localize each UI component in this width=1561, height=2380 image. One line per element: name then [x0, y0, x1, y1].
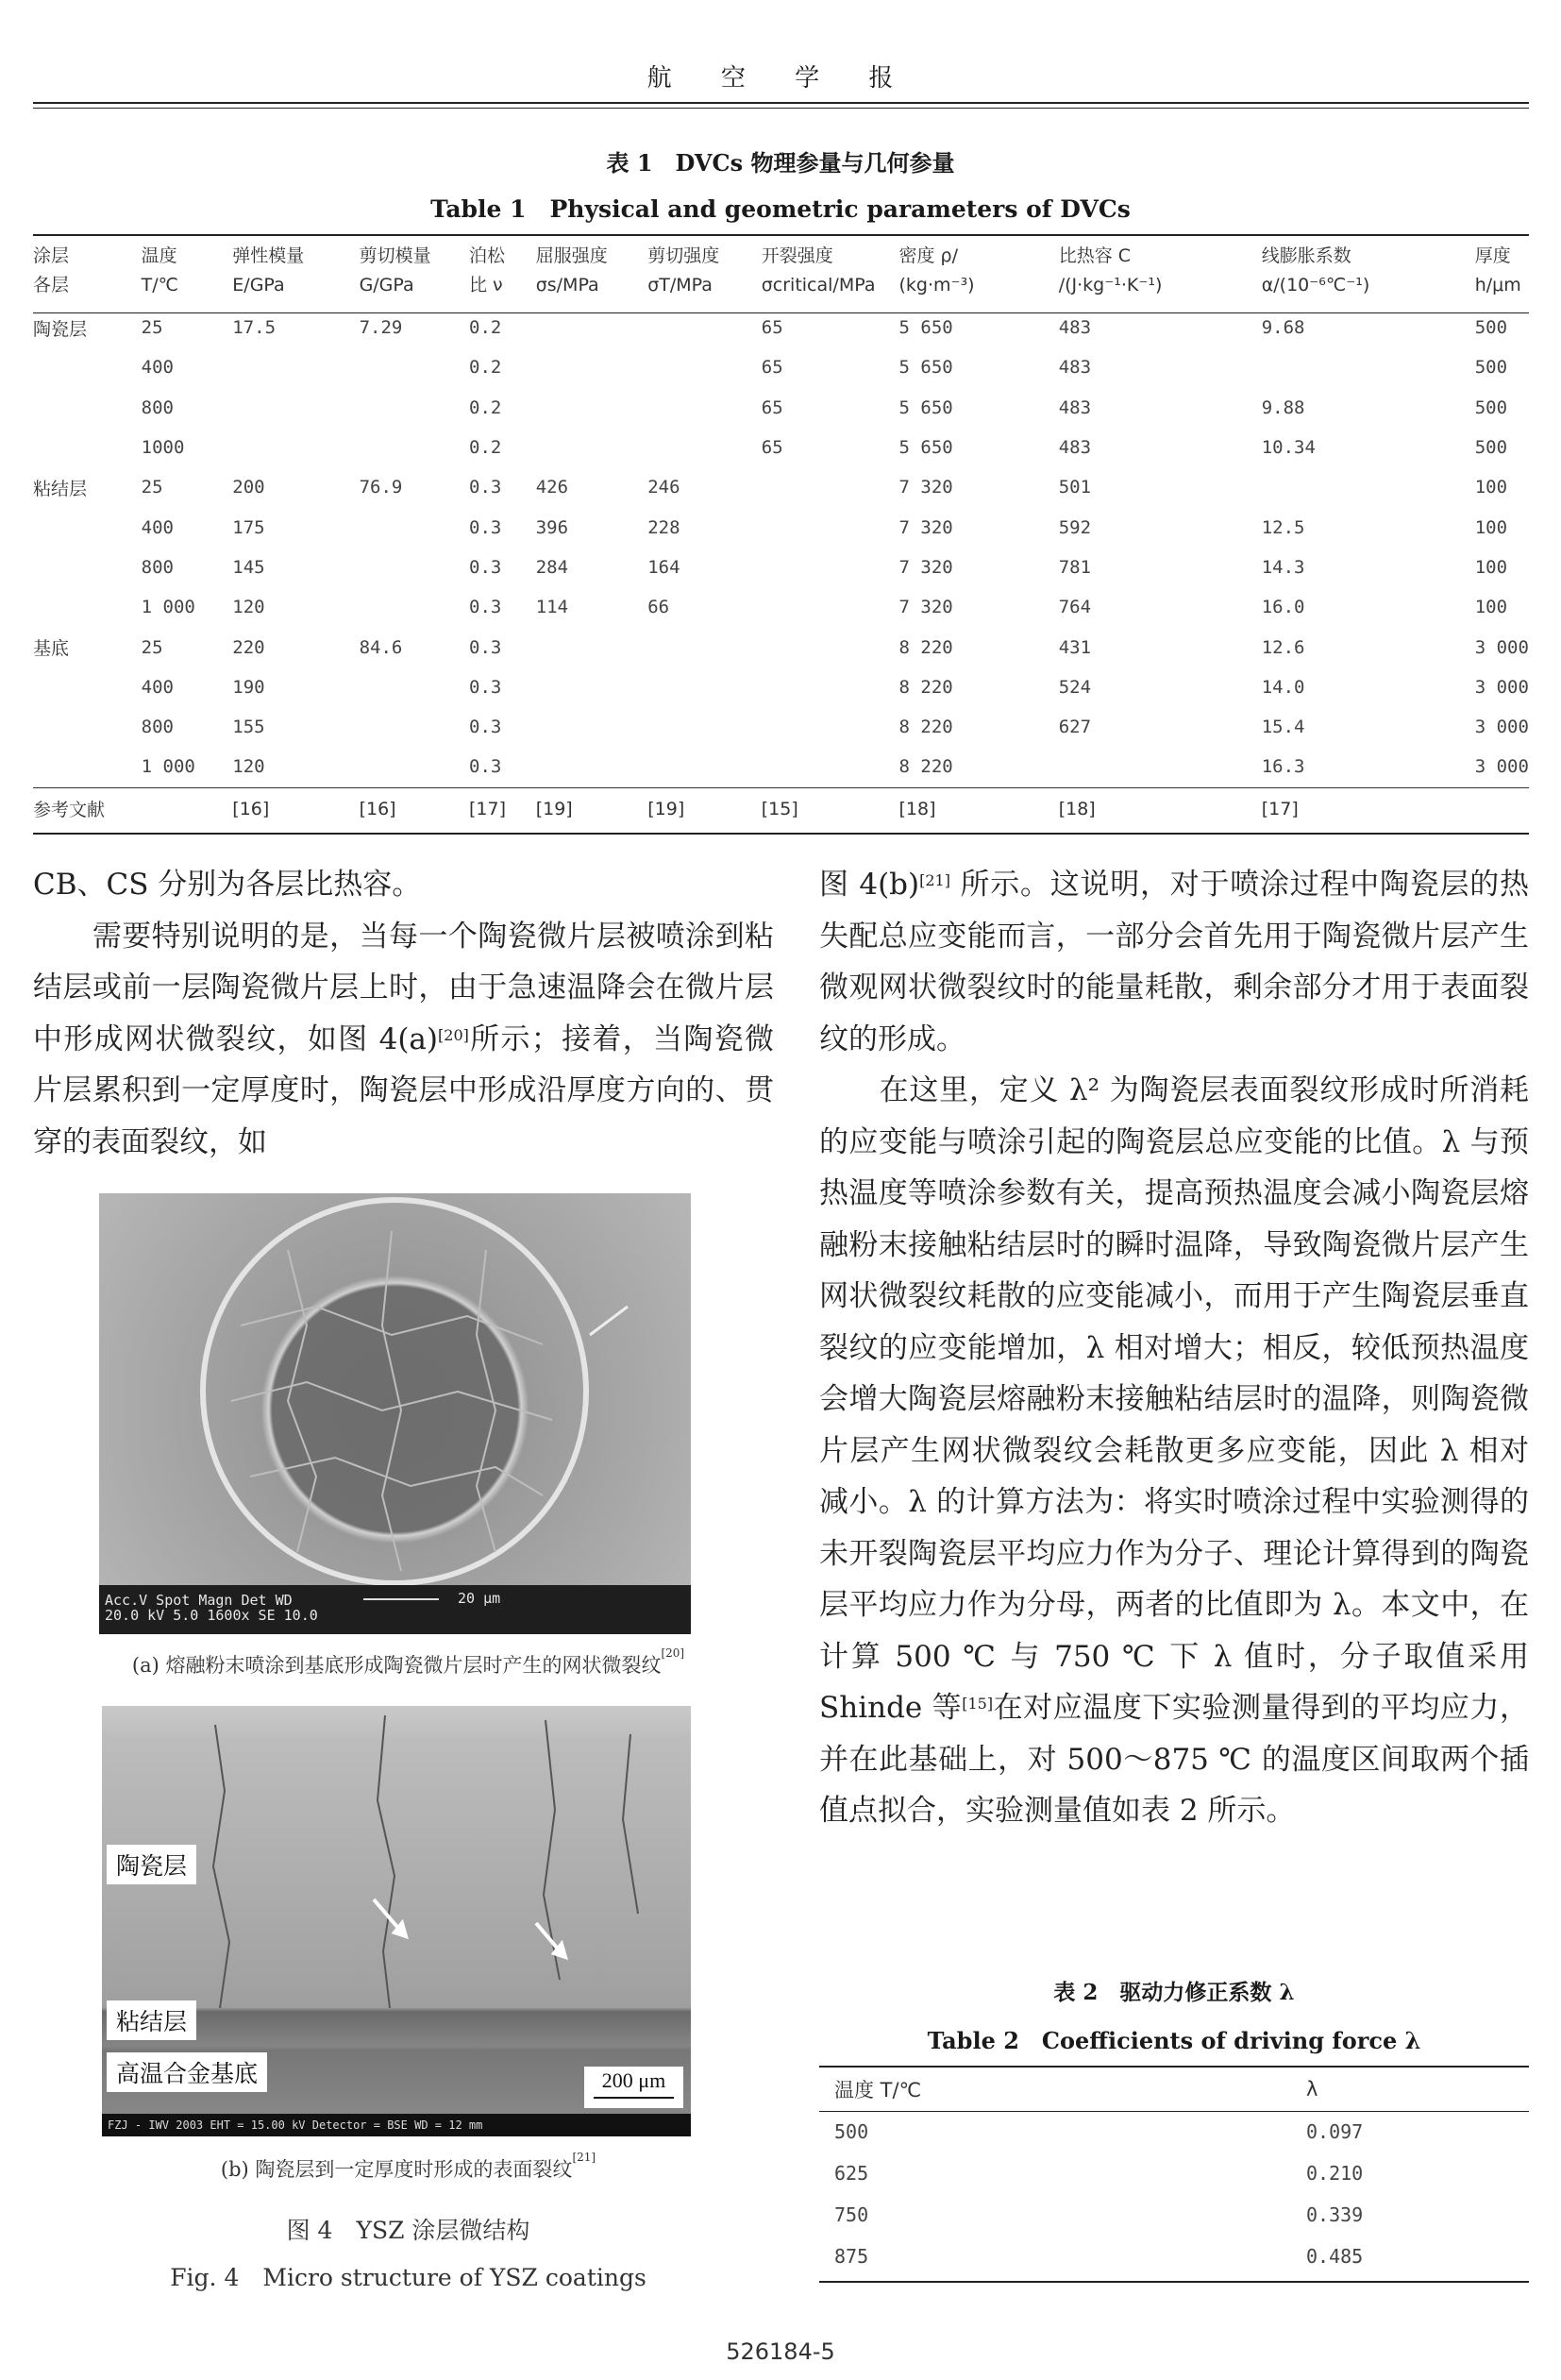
table1-row: [33, 667, 1529, 707]
table1-reference-cell: [1475, 787, 1529, 830]
table1-cell: [762, 467, 899, 507]
table1-reference-row: [33, 787, 1529, 830]
table1-cell: [647, 627, 762, 667]
table2-row: [819, 2152, 1529, 2194]
table1-cell: 1000: [141, 437, 185, 459]
table1-cell: 175: [232, 516, 265, 538]
table1-cell: 65: [761, 397, 783, 418]
text: 在对应温度下实验测量得到的平均应力，并在此基础上，对 500～875 ℃ 的温度区间取两个插值点拟合，实验测量值如表 2 所示。: [819, 1691, 1529, 1828]
table1-cell: 5 650: [898, 397, 953, 418]
header-line: 各层: [33, 275, 70, 295]
table1-cell: [647, 388, 762, 428]
table1-cell: 7 320: [898, 477, 953, 498]
table2-row: [819, 2194, 1529, 2236]
table1-cell: 483: [1058, 437, 1092, 459]
header-line: 屈服强度: [535, 245, 608, 266]
table1-cell: 800: [141, 556, 174, 578]
table1-cell: 500: [1474, 397, 1508, 418]
table1-cell: 800: [141, 717, 174, 738]
table1-cell: [232, 388, 359, 428]
table1-cell: 65: [761, 317, 783, 339]
table1-cell: 8 220: [898, 756, 953, 778]
table1-cell: 396: [535, 516, 569, 538]
ref-21: [21]: [919, 871, 950, 889]
table1-reference-cell: [19]: [536, 787, 648, 830]
scale-label: 200 μm: [601, 2068, 666, 2092]
table1-cell: 15.4: [1261, 717, 1305, 738]
table1-cell: 0.3: [469, 597, 502, 618]
table1-cell: 500: [1474, 357, 1508, 379]
table1-row: [33, 627, 1529, 667]
table1-cell: [360, 707, 469, 747]
header-line: (kg·m⁻³): [898, 275, 975, 295]
table1-cell: [33, 388, 142, 428]
header-line: 密度 ρ/: [898, 245, 959, 266]
header-line: 温度: [141, 245, 177, 266]
table1-cell: 65: [761, 437, 783, 459]
table1-cell: 0.3: [469, 636, 502, 658]
table1-header-cell: [469, 238, 536, 308]
table1-cell: 100: [1474, 477, 1508, 498]
table1-cell: 25: [141, 636, 163, 658]
header-line: 剪切模量: [359, 245, 431, 266]
table1-cell: 8 220: [898, 636, 953, 658]
table1-cell: [536, 667, 648, 707]
table1-top-rule: [33, 234, 1529, 236]
table1-cell: [762, 548, 899, 587]
table1-cell: [33, 587, 142, 627]
table1-cell: [536, 627, 648, 667]
table2-title-en: Table 2 Coefficients of driving force λ: [927, 2027, 1421, 2054]
table1-cell: [33, 747, 142, 787]
table1-cell: 66: [647, 597, 670, 618]
table2-header-temp: 温度 T/℃: [834, 2079, 922, 2101]
table2-header-rule: [819, 2111, 1529, 2112]
table1-cell: 100: [1474, 556, 1508, 578]
table1-cell: 14.3: [1261, 556, 1305, 578]
table1-cell: [232, 347, 359, 387]
table2-row: [819, 2111, 1529, 2152]
table1-cell: 17.5: [232, 317, 277, 339]
scale-label: 20 μm: [458, 1590, 501, 1607]
table1-row: [33, 507, 1529, 547]
table1-cell: 基底: [33, 638, 70, 660]
table1-header-cell: [762, 238, 899, 308]
table1-cell: 145: [232, 556, 265, 578]
paragraph-lambda: [819, 1065, 1529, 1837]
table1-cell: 0.3: [469, 556, 502, 578]
table1-cell: [536, 347, 648, 387]
header-line: h/μm: [1474, 275, 1521, 295]
table1-reference-cell: [18]: [899, 787, 1059, 830]
table2-cell: 0.097: [1306, 2120, 1364, 2143]
table1-cell: [1059, 747, 1262, 787]
table1-cell: 164: [647, 556, 680, 578]
table1-cell: 粘结层: [33, 478, 88, 499]
table1-row: [33, 308, 1529, 347]
table1-header-row: [33, 238, 1529, 308]
table1-cell: 12.6: [1261, 636, 1305, 658]
table1-cell: 12.5: [1261, 516, 1305, 538]
table1-cell: [762, 587, 899, 627]
table1-cell: 16.0: [1261, 597, 1305, 618]
table1-cell: 284: [535, 556, 569, 578]
header-line: σcritical/MPa: [761, 275, 876, 295]
header-rule-thin: [33, 108, 1529, 109]
table1-reference-cell: [16]: [360, 787, 469, 830]
sem-info-line1: Acc.V Spot Magn Det WD: [105, 1592, 293, 1609]
table1-cell: [360, 548, 469, 587]
page-footer: 526184-5: [726, 2338, 835, 2365]
figure-4a-image: [99, 1193, 691, 1634]
figure-4b-caption: [33, 2151, 783, 2183]
table1-cell: 0.2: [469, 397, 502, 418]
left-column-text: [33, 859, 774, 1168]
ref-20: [20]: [661, 1646, 685, 1660]
table1-cell: 246: [647, 477, 680, 498]
table1-cell: [1262, 467, 1475, 507]
text: 在这里，定义 λ² 为陶瓷层表面裂纹形成时所消耗的应变能与喷涂引起的陶瓷层总应变能的比值。λ 与预热温度等喷涂参数有关，提高预热温度会减小陶瓷层熔融粉末接触粘结层时的瞬时温降，导致陶瓷微片层产生网状微裂纹耗散的应变能减小，而用于产生陶瓷层垂直裂纹的应变能增加，λ 相对增大；相反，较低预热温度会增大陶瓷层熔融粉末接触粘结层时的温降，则陶瓷微片层产生网状微裂纹会耗散更多应变能，因此 λ 相对减小。λ 的计算方法为：将实时喷涂过程中实验测得的未开裂陶瓷层平均应力作为分子、理论计算得到的陶瓷层平均应力作为分母，两者的比值即为 λ。本文中，在计算 500 ℃ 与 750 ℃ 下 λ 值时，分子取值采用 Shinde 等: [819, 1073, 1529, 1725]
table1-header-rule: [33, 312, 1529, 313]
table1-cell: 501: [1058, 477, 1092, 498]
table1-cell: 9.88: [1261, 397, 1305, 418]
header-line: 涂层: [33, 245, 70, 266]
table1-cell: [33, 667, 142, 707]
header-line: 比 ν: [469, 275, 503, 295]
table1-bottom-rule: [33, 833, 1529, 835]
table1-cell: [360, 428, 469, 467]
table1-reference-cell: [17]: [469, 787, 536, 830]
table2-cell: 625: [834, 2162, 869, 2185]
table1-header-cell: [1475, 238, 1529, 308]
table1-reference-cell: [17]: [1262, 787, 1475, 830]
sem-info-line2: 20.0 kV 5.0 1600x SE 10.0: [105, 1607, 318, 1624]
table1-reference-cell: [19]: [647, 787, 762, 830]
table1-cell: [360, 587, 469, 627]
table1-title-cn: 表 1 DVCs 物理参量与几何参量: [606, 149, 955, 177]
table1-reference-cell: [16]: [232, 787, 359, 830]
table1-cell: 431: [1058, 636, 1092, 658]
table1-cell: 65: [761, 357, 783, 379]
table1-cell: 100: [1474, 516, 1508, 538]
table1-cell: 500: [1474, 317, 1508, 339]
table1-cell: [33, 548, 142, 587]
table1-cell: 400: [141, 357, 174, 379]
table1-cell: 228: [647, 516, 680, 538]
table1: [33, 238, 1529, 830]
table1-cell: [536, 308, 648, 347]
table1-row: [33, 587, 1529, 627]
table1-row: [33, 347, 1529, 387]
table1-cell: 400: [141, 516, 174, 538]
table1-header-cell: [142, 238, 233, 308]
scale-bar: [363, 1598, 439, 1600]
text: (a) 熔融粉末喷涂到基底形成陶瓷微片层时产生的网状微裂纹: [131, 1654, 662, 1677]
header-line: T/℃: [141, 275, 178, 295]
table1-reference-cell: [15]: [762, 787, 899, 830]
figure-4a-caption: [33, 1646, 783, 1679]
table2-cell: 750: [834, 2203, 869, 2226]
figure-4b-image: [102, 1706, 691, 2136]
label-ceramic-layer: 陶瓷层: [107, 1845, 196, 1884]
table1-cell: 76.9: [359, 477, 403, 498]
table1-cell: [536, 747, 648, 787]
header-line: 弹性模量: [232, 245, 305, 266]
scale-bar: [594, 2097, 674, 2099]
table1-cell: 524: [1058, 676, 1092, 698]
table1-cell: 25: [141, 317, 163, 339]
table2-cell: 875: [834, 2245, 869, 2268]
table1-row: [33, 707, 1529, 747]
table1-cell: 426: [535, 477, 569, 498]
table1-row: [33, 388, 1529, 428]
table1-cell: 7.29: [359, 317, 403, 339]
table1-cell: [360, 747, 469, 787]
table2-cell: 0.339: [1306, 2203, 1364, 2226]
table1-cell: 5 650: [898, 317, 953, 339]
table1-cell: 0.2: [469, 357, 502, 379]
table1-cell: [360, 667, 469, 707]
table2: [819, 2068, 1529, 2277]
table1-cell: [647, 747, 762, 787]
table1-header-cell: [232, 238, 359, 308]
table1-cell: 7 320: [898, 597, 953, 618]
table1-cell: 7 320: [898, 516, 953, 538]
table1-cell: [762, 747, 899, 787]
table1-cell: 0.3: [469, 756, 502, 778]
table1-cell: [536, 388, 648, 428]
table1-cell: 3 000: [1474, 676, 1529, 698]
table1-cell: 1 000: [141, 597, 195, 618]
table1-cell: [232, 428, 359, 467]
sem-footer: FZJ - IWV 2003 EHT = 15.00 kV Detector = BSE WD = 12 mm: [102, 2114, 691, 2136]
microcrack-network-graphic: [99, 1193, 691, 1585]
table1-cell: 3 000: [1474, 717, 1529, 738]
table1-cell: 0.2: [469, 437, 502, 459]
table1-cell: 155: [232, 717, 265, 738]
table1-reference-cell: [142, 787, 233, 830]
table1-cell: [647, 707, 762, 747]
table1-cell: 0.3: [469, 477, 502, 498]
text: 需要特别说明的是，当每一个陶瓷微片层被喷涂到粘结层或前一层陶瓷微片层上时，由于急速温降会在微片层中形成网状微裂纹，如图 4(a): [33, 919, 774, 1056]
table1-cell: 5 650: [898, 357, 953, 379]
header-line: σs/MPa: [535, 275, 599, 295]
table1-cell: 483: [1058, 317, 1092, 339]
table1-cell: [360, 388, 469, 428]
table1-row: [33, 548, 1529, 587]
table1-cell: 0.2: [469, 317, 502, 339]
table1-cell: [647, 347, 762, 387]
table1-cell: 120: [232, 756, 265, 778]
table1-cell: [647, 428, 762, 467]
header-line: α/(10⁻⁶℃⁻¹): [1261, 275, 1370, 295]
header-line: 开裂强度: [761, 245, 833, 266]
table2-cell: 0.210: [1306, 2162, 1364, 2185]
paragraph-energy: [819, 859, 1529, 1065]
table1-header-cell: [360, 238, 469, 308]
table1-cell: 400: [141, 676, 174, 698]
table1-header-cell: [1262, 238, 1475, 308]
header-line: 线膨胀系数: [1261, 245, 1351, 266]
header-line: 剪切强度: [647, 245, 720, 266]
text: 图 4(b): [819, 868, 920, 902]
table1-cell: 764: [1058, 597, 1092, 618]
table1-cell: [647, 667, 762, 707]
scale-box: [584, 2067, 683, 2108]
table1-cell: [33, 507, 142, 547]
table1-cell: 3 000: [1474, 636, 1529, 658]
table1-cell: [33, 707, 142, 747]
table2-cell: 0.485: [1306, 2245, 1364, 2268]
table2-title-cn: 表 2 驱动力修正系数 λ: [1053, 1980, 1295, 2005]
table1-cell: [536, 707, 648, 747]
header-rule: [33, 102, 1529, 104]
label-bond-layer: 粘结层: [107, 2000, 196, 2040]
table1-cell: [647, 308, 762, 347]
table1-cell: 陶瓷层: [33, 318, 88, 340]
table1-cell: 500: [1474, 437, 1508, 459]
ref-21: [21]: [572, 2151, 596, 2164]
table1-cell: 25: [141, 477, 163, 498]
table1-cell: [33, 347, 142, 387]
header-line: /(J·kg⁻¹·K⁻¹): [1058, 275, 1163, 295]
table1-cell: 0.3: [469, 676, 502, 698]
table1-reference-cell: 参考文献: [33, 787, 142, 830]
table1-cell: 800: [141, 397, 174, 418]
table1-cell: 7 320: [898, 556, 953, 578]
table1-cell: 1 000: [141, 756, 195, 778]
table1-cell: 483: [1058, 357, 1092, 379]
header-line: 泊松: [469, 245, 506, 266]
text: 所示。这说明，对于喷涂过程中陶瓷层的热失配总应变能而言，一部分会首先用于陶瓷微片层产生微观网状微裂纹时的能量耗散，剩余部分才用于表面裂纹的形成。: [819, 868, 1529, 1056]
ref-20: [20]: [438, 1025, 469, 1044]
figure-4-caption-cn: 图 4 YSZ 涂层微结构: [286, 2217, 530, 2244]
table1-cell: 190: [232, 676, 265, 698]
table1-cell: 120: [232, 597, 265, 618]
right-column-text: [819, 859, 1529, 1837]
table1-cell: 16.3: [1261, 756, 1305, 778]
table1-cell: 100: [1474, 597, 1508, 618]
table1-header-cell: [536, 238, 648, 308]
text: (b) 陶瓷层到一定厚度时形成的表面裂纹: [220, 2158, 573, 2181]
label-substrate: 高温合金基底: [107, 2052, 267, 2092]
table1-cell: 781: [1058, 556, 1092, 578]
table1-cell: 592: [1058, 516, 1092, 538]
paragraph-microcrack: [33, 911, 774, 1169]
text: 所示；接着，当陶瓷微片层累积到一定厚度时，陶瓷层中形成沿厚度方向的、贯穿的表面裂纹，如: [33, 1021, 774, 1159]
table1-row: [33, 747, 1529, 787]
table2-bottom-rule: [819, 2281, 1529, 2283]
table1-title-en: Table 1 Physical and geometric parameters of DVCs: [430, 195, 1131, 223]
table1-cell: 114: [535, 597, 569, 618]
table1-cell: 627: [1058, 717, 1092, 738]
ref-15: [15]: [962, 1695, 994, 1713]
table1-header-cell: [33, 238, 142, 308]
table1-reference-cell: [18]: [1059, 787, 1262, 830]
table1-cell: 483: [1058, 397, 1092, 418]
table1-cell: 14.0: [1261, 676, 1305, 698]
table1-cell: 8 220: [898, 676, 953, 698]
table2-cell: 500: [834, 2120, 869, 2143]
table1-header-cell: [899, 238, 1059, 308]
table1-header-cell: [1059, 238, 1262, 308]
header-line: 比热容 C: [1058, 245, 1132, 266]
header-line: σT/MPa: [647, 275, 713, 295]
table1-cell: [762, 667, 899, 707]
table1-row: [33, 428, 1529, 467]
table1-cell: [762, 627, 899, 667]
table1-cell: 9.68: [1261, 317, 1305, 339]
table1-cell: 0.3: [469, 516, 502, 538]
table1-cell: [360, 347, 469, 387]
table2-header-row: [819, 2068, 1529, 2111]
header-line: G/GPa: [359, 275, 414, 295]
header-line: 厚度: [1474, 245, 1511, 266]
header-line: E/GPa: [232, 275, 285, 295]
table1-row: [33, 467, 1529, 507]
table1-cell: 200: [232, 477, 265, 498]
table2-header-lambda: λ: [1306, 2078, 1318, 2101]
table1-cell: [762, 707, 899, 747]
table1-cell: [536, 428, 648, 467]
table1-cell: [360, 507, 469, 547]
table1-cell: 5 650: [898, 437, 953, 459]
table1-cell: 84.6: [359, 636, 403, 658]
table1-header-cell: [647, 238, 762, 308]
table2-row: [819, 2236, 1529, 2277]
table1-cell: 220: [232, 636, 265, 658]
table1-cell: 3 000: [1474, 756, 1529, 778]
table1-cell: [33, 428, 142, 467]
table1-cell: 10.34: [1261, 437, 1316, 459]
table1-cell: 8 220: [898, 717, 953, 738]
figure-4-caption-en: Fig. 4 Micro structure of YSZ coatings: [170, 2264, 646, 2291]
journal-header: 航 空 学 报: [646, 64, 915, 93]
table1-cell: 0.3: [469, 717, 502, 738]
sem-info-bar: [99, 1585, 691, 1634]
table1-cell: [1262, 347, 1475, 387]
table1-cell: [762, 507, 899, 547]
paragraph-cb-cs: CB、CS 分别为各层比热容。: [33, 868, 422, 902]
